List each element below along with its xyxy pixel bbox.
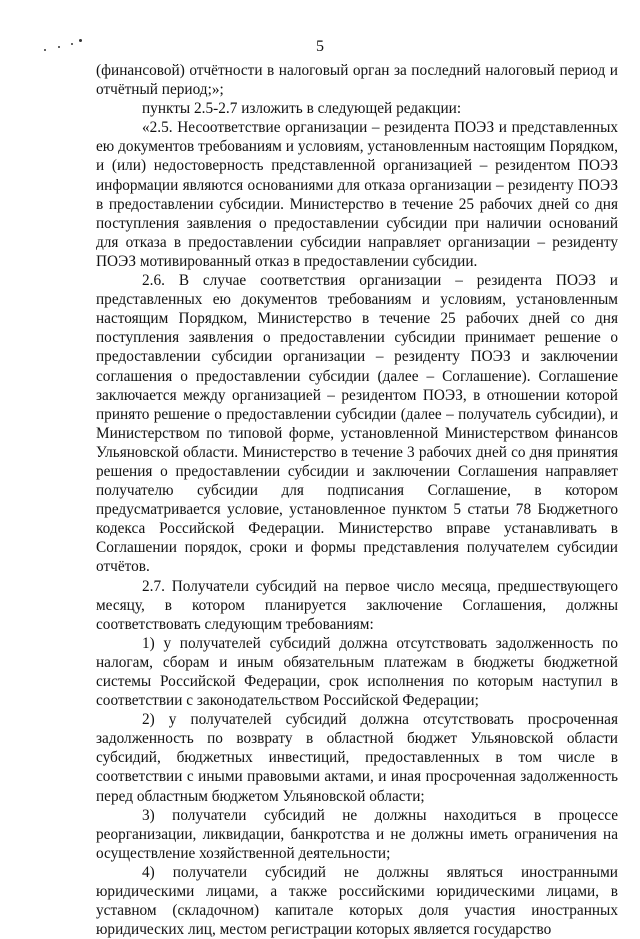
paragraph-2-7: 2.7. Получатели субсидий на первое число месяца, предшествующего месяцу, в котором планируется заключение Соглашения, должны соответствовать следующим требованиям: bbox=[96, 577, 618, 633]
requirement-3: 3) получатели субсидий не должны находиться в процессе реорганизации, ликвидации, банкротства и не должны иметь ограничения на осуществление хозяйственной деятельности; bbox=[96, 806, 618, 862]
requirement-1: 1) у получателей субсидий должна отсутствовать задолженность по налогам, сборам и иным обязательным платежам в бюджеты бюджетной системы Российской Федерации, срок исполнения по которым наступил в соответствии с законодательством Российской Федерации; bbox=[96, 634, 618, 710]
document-body bbox=[96, 61, 618, 939]
paragraph-2-6: 2.6. В случае соответствия организации – резидента ПОЭЗ и представленных ею документов требованиям и условиям, установленным настоящим Порядком, Министерство в течение 25 рабочих дней со дня поступления заявления о предоставлении субсидии принимает решение о предоставлении субсидии организации – резиденту ПОЭЗ и заключении соглашения о предоставлении субсидии (далее – Соглашение). Соглашение заключается между организацией – резидентом ПОЭЗ, в отношении которой принято решение о предоставлении субсидии (далее – получатель субсидии), и Министерством по типовой форме, установленной Министерством финансов Ульяновской области. Министерство в течение 3 рабочих дней со дня принятия решения о предоставлении субсидии и заключении Соглашения направляет получателю субсидии для подписания Соглашение, в котором предусматривается условие, установленное пунктом 5 статьи 78 Бюджетного кодекса Российской Федерации. Министерство вправе устанавливать в Соглашении порядок, сроки и формы представления получателем субсидии отчётов. bbox=[96, 272, 618, 576]
paragraph-2-5: «2.5. Несоответствие организации – резидента ПОЭЗ и представленных ею документов требованиям и условиям, установленным настоящим Порядком, и (или) недостоверность представленной организацией – резидентом ПОЭЗ информации являются основаниями для отказа организации – резиденту ПОЭЗ в предоставлении субсидии. Министерство в течение 25 рабочих дней со дня поступления заявления о предоставлении субсидии при наличии оснований для отказа в предоставлении субсидии направляет организации – резиденту ПОЭЗ мотивированный отказ в предоставлении субсидии. bbox=[96, 119, 618, 270]
requirement-2: 2) у получателей субсидий должна отсутствовать просроченная задолженность по возврату в областной бюджет Ульяновской области субсидий, бюджетных инвестиций, предоставленных в том числе в соответствии с иными правовыми актами, и иная просроченная задолженность перед областным бюджетом Ульяновской области; bbox=[96, 711, 618, 805]
paragraph-amendment-intro: пункты 2.5-2.7 изложить в следующей редакции: bbox=[142, 100, 462, 118]
paragraph-continuation: (финансовой) отчётности в налоговый орган за последний налоговый период и отчётный период;»; bbox=[96, 62, 618, 99]
page-number: 5 bbox=[316, 38, 324, 55]
requirement-4: 4) получатели субсидий не должны являться иностранными юридическими лицами, а также российскими юридическими лицами, в уставном (складочном) капитале которых доля участия иностранных юридических лиц, местом регистрации которых является государство bbox=[96, 863, 618, 939]
